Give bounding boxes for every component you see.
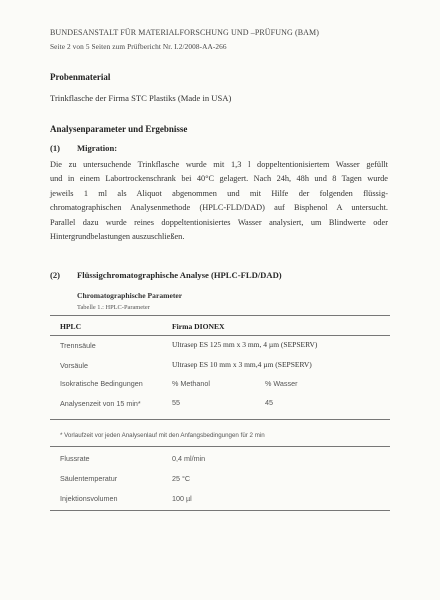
table2-row-label: Flussrate xyxy=(60,454,90,463)
section2-number: (2) xyxy=(50,270,61,280)
table-header-hplc: HPLC xyxy=(60,322,82,331)
table-caption: Tabelle 1.: HPLC-Parameter xyxy=(77,304,150,311)
probenmaterial-heading: Probenmaterial xyxy=(50,72,111,82)
table-wasser-value: 45 xyxy=(265,398,273,407)
table2-rule-top xyxy=(50,446,390,447)
table-rule-top xyxy=(50,315,390,316)
header-page-info: Seite 2 von 5 Seiten zum Prüfbericht Nr. I.2/2008-AA-266 xyxy=(50,42,227,51)
migration-paragraph xyxy=(50,158,388,244)
chromatographic-parameters-subheading: Chromatographische Parameter xyxy=(77,291,183,300)
table-row-value: Ultrasep ES 125 mm x 3 mm, 4 µm (SEPSERV) xyxy=(172,340,318,349)
table-methanol-value: 55 xyxy=(172,398,180,407)
analysen-heading: Analysenparameter und Ergebnisse xyxy=(50,124,188,134)
section1-number: (1) xyxy=(50,143,61,153)
table2-row-value: 0,4 ml/min xyxy=(172,454,206,463)
paragraph-line: jeweils 1 ml als Aliquot abgenommen und mit Hilfe der folgenden flüssig- xyxy=(50,188,388,198)
section1-title: Migration: xyxy=(77,143,118,153)
table2-row-value: 25 °C xyxy=(172,474,191,483)
table-row-value: Ultrasep ES 10 mm x 3 mm,4 µm (SEPSERV) xyxy=(172,360,312,369)
paragraph-line: Parallel dazu wurde reines doppeltentionisiertes Wasser analysiert, um Blindwerte oder xyxy=(50,217,388,227)
table-header-dionex: Firma DIONEX xyxy=(172,322,225,331)
table-rule-header xyxy=(50,335,390,336)
table2-row-label: Säulentemperatur xyxy=(60,474,118,483)
table2-row-value: 100 µl xyxy=(172,494,192,503)
table-row-label: Vorsäule xyxy=(60,361,88,370)
table-methanol-header: % Methanol xyxy=(172,379,210,388)
header-institution: BUNDESANSTALT FÜR MATERIALFORSCHUNG UND –PRÜFUNG (BAM) xyxy=(50,28,320,37)
paragraph-line: Die zu untersuchende Trinkflasche wurde mit 1,3 l doppeltentionisiertem Wasser gefüllt xyxy=(50,160,388,169)
table-wasser-header: % Wasser xyxy=(265,379,298,388)
paragraph-line: Hintergrundbelastungen auszuschließen. xyxy=(50,232,185,242)
table2-rule-bottom xyxy=(50,510,390,511)
table2-row-label: Injektionsvolumen xyxy=(60,494,118,503)
table-row-label: Trennsäule xyxy=(60,341,96,350)
table-row-label: Isokratische Bedingungen xyxy=(60,379,143,388)
table-rule-bottom xyxy=(50,419,390,420)
table-row-label: Analysenzeit von 15 min* xyxy=(60,399,141,408)
paragraph-line: chromatographischen Analysenmethode (HPLC-FLD/DAD) auf Bisphenol A untersucht. xyxy=(50,203,388,213)
section2-title: Flüssigchromatographische Analyse (HPLC-FLD/DAD) xyxy=(77,270,282,280)
paragraph-line: und in einem Labortrockenschrank bei 40°C gelagert. Nach 24h, 48h und 8 Tagen wurde xyxy=(50,174,388,184)
probenmaterial-text: Trinkflasche der Firma STC Plastiks (Made in USA) xyxy=(50,93,232,103)
table-footnote: * Vorlaufzeit vor jeden Analysenlauf mit den Anfangsbedingungen für 2 min xyxy=(60,432,265,439)
